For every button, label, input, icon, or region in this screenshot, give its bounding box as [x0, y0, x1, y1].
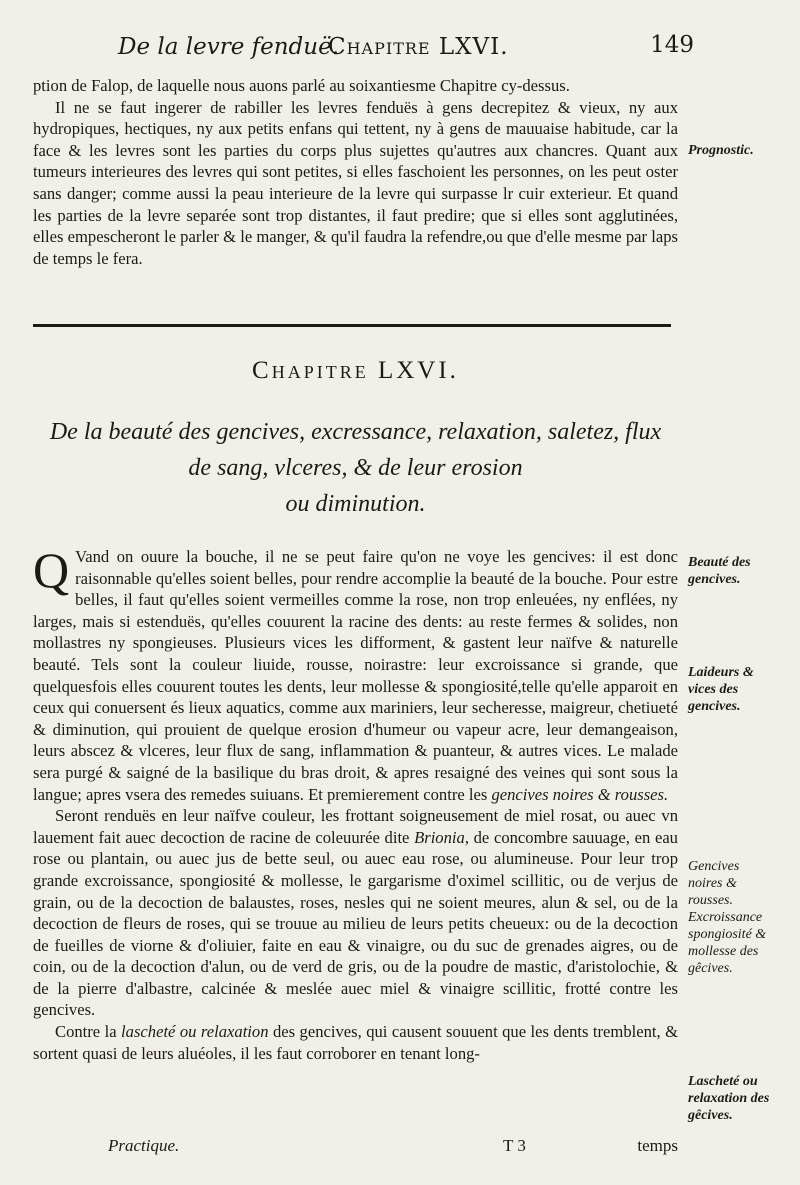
page-number: 149	[650, 32, 694, 58]
text-run-italic: gencives noires & rousses.	[491, 784, 669, 804]
margin-note-prognostic: Prognostic.	[688, 143, 754, 158]
chapter-body	[33, 542, 679, 1064]
drop-cap: Q	[33, 542, 70, 598]
subtitle-line: de sang, vlceres, & de leur erosion	[188, 455, 523, 481]
paragraph	[33, 1021, 678, 1064]
text-run-italic: Brionia	[414, 827, 465, 847]
paragraph: Il ne se faut ingerer de rabiller les levres fenduës à gens decrepitez & vieux, ny aux hydropiques, hectiques, ny aux petits enfans qui tettent, ny à gens de mauuaise habitude, car la face & les levres sont les parties du corps plus sujettes qu'autres aux chancres. Quant aux tumeurs interieures des levres qui sont petites, si elles faschoient les personnes, on les peut oster sans danger; comme aussi la peau interieure de la levre qui surpasse lr cuir exterieur. Et quand les parties de la levre separée sont trop distantes, il faut predire; que si elles sont agglutinées, elles empescheront le parler & le manger, & qu'il faudra la refendre,ou que d'elle mesme par laps de temps le fera.	[33, 97, 678, 268]
page-header	[100, 30, 694, 70]
subtitle-line: ou diminution.	[285, 491, 426, 517]
text-run: Seront renduës en leur naïfve couleur, les frottant soigneusement de miel rosat, ou auec vn lauement fait auec decoction de racine de coleuurée dite	[33, 806, 678, 847]
margin-note-gencives-noires: Gencives noires & rousses. Excroissance spongiosité & mollesse des gêcives.	[688, 859, 767, 976]
intro-text	[33, 75, 678, 269]
text-run: des gencives, qui causent souuent que les dents tremblent, & sortent quasi de leurs aluéoles, il les faut corroborer en tenant long-	[33, 1022, 679, 1063]
margin-note-laideurs: Laideurs & vices des gencives.	[688, 665, 754, 714]
chapter-heading: Chapitre LXVI.	[252, 357, 459, 384]
paragraph	[33, 805, 678, 1021]
paragraph: ption de Falop, de laquelle nous auons parlé au soixantiesme Chapitre cy-dessus.	[33, 76, 570, 95]
running-chapter: Chapitre LXVI.	[328, 34, 509, 60]
running-title: De la levre fenduë.	[118, 34, 340, 60]
text-run: Vand on ouure la bouche, il ne se peut faire qu'on ne voye les gencives: il est donc raisonnable qu'elles soient belles, pour rendre accomplie la beauté de la bouche. Pour estre belles, il faut qu'elles soient vermeilles comme la rose, non trop enleuées, ny enflées, ny larges, mais si estenduës, qu'elles couurent la racine des dents: au reste fermes & solides, non mollastres ny spongieuses. Plusieurs vices les difforment, & gastent leur naïfve & naturelle beauté. Tels sont la couleur liuide, rousse, noirastre: leur excroissance si grande, que quelquesfois elles couurent toutes les dents, leur mollesse & spongiosité,telle qu'elle apparoit en ceux qui conuersent és lieux aquatics, comme aux mariniers, leur secheresse, maigreur, chetiueté & diminution, qui prouient de quelque erosion d'humeur ou vapeur acre, leur demangeaison, leurs abscez & vlceres, leur flux de sang, inflammation & puanteur, & autres vices. Le malade sera purgé & saigné de la basilique du bras droit, & apres resaigné des veines qui sont sous la langue; apres vsera des remedes suiuans. Et premierement contre les	[33, 547, 678, 804]
chapter-subtitle	[33, 414, 678, 522]
page-footer	[33, 1136, 678, 1160]
margin-note-beaute: Beauté des gencives.	[688, 555, 751, 587]
catchword: temps	[637, 1136, 678, 1155]
subtitle-line: De la beauté des gencives, excressance, relaxation, saletez, flux	[49, 419, 662, 445]
text-run: , de concombre sauuage, en eau rose ou plantain, ou auec jus de bette seul, ou auec eau rose, ou alumineuse. Pour leur trop grande excroissance, spongiosité & mollesse, le gargarisme d'oximel scillitic, ou de verjus de grain, ou de la decoction de balaustes, roses, nesles qui ne soient meures, alun & sel, ou de la decoction de fleurs de roses, qui se trouue au milieu de leurs petits cheueux: ou de la decoction de fueilles de viorne & d'oliuier, faite en eau & vinaigre, ou du suc de grenades aigres, ou de coin, ou de la decoction d'alun, ou de verd de gris, ou de la poudre de mastic, d'aristolochie, & de la pierre d'albastre, calcinée & meslée auec miel & vinaigre scillitic, frotté contre les gencives.	[33, 827, 678, 1020]
paragraph	[33, 542, 678, 805]
text-run: Contre la	[55, 1022, 122, 1042]
margin-note-laschete: Lascheté ou relaxation des gêcives.	[688, 1074, 770, 1123]
footer-practique: Practique.	[108, 1136, 180, 1155]
section-divider	[33, 324, 671, 327]
signature-mark: T 3	[503, 1136, 526, 1155]
text-run-italic: lascheté ou relaxation	[121, 1022, 269, 1042]
